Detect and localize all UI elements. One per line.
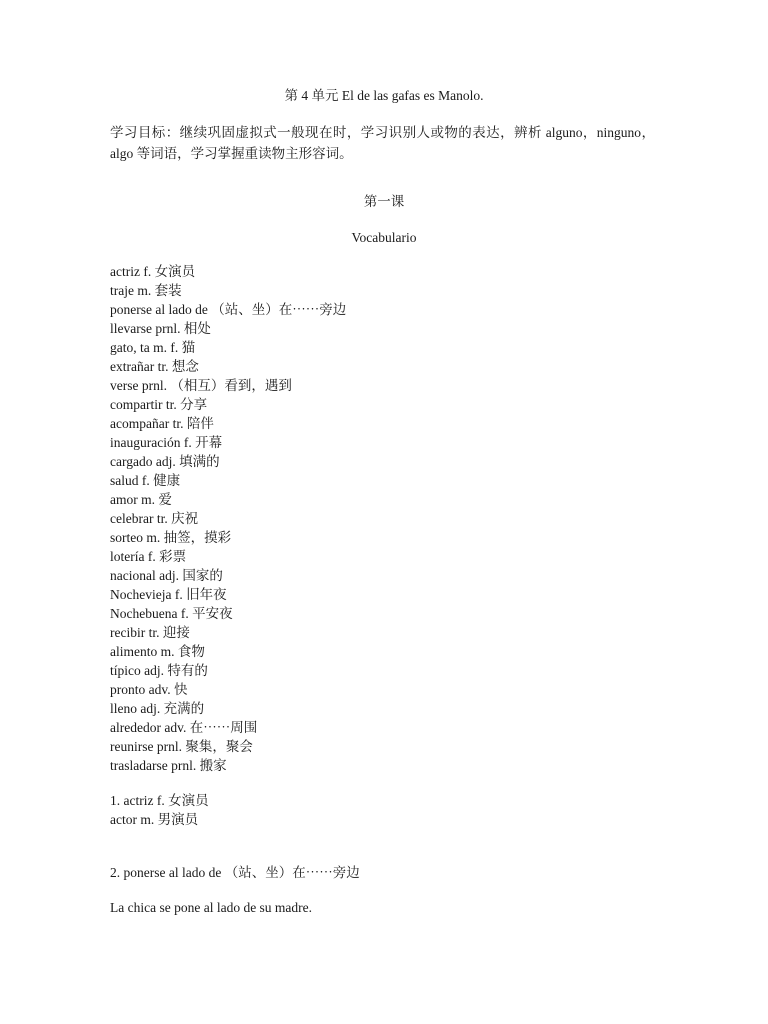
vocab-item: nacional adj. 国家的 [110, 568, 223, 583]
vocab-item: celebrar tr. 庆祝 [110, 511, 199, 526]
vocab-item: salud f. 健康 [110, 473, 181, 488]
example-sentence: La chica se pone al lado de su madre. [110, 900, 313, 915]
vocab-item: amor m. 爱 [110, 492, 172, 507]
vocab-item: pronto adv. 快 [110, 682, 188, 697]
vocabulary-list [110, 262, 346, 775]
vocab-item: recibir tr. 迎接 [110, 625, 190, 640]
vocab-item: extrañar tr. 想念 [110, 359, 199, 374]
note-line: 1. actriz f. 女演员 [110, 793, 209, 808]
vocab-item: ponerse al lado de （站、坐）在⋯⋯旁边 [110, 302, 347, 317]
vocabulary-heading: Vocabulario [351, 230, 417, 245]
note-line: actor m. 男演员 [110, 812, 199, 827]
vocab-item: acompañar tr. 陪伴 [110, 416, 214, 431]
vocab-item: traje m. 套装 [110, 283, 182, 298]
vocab-item: sorteo m. 抽签，摸彩 [110, 530, 232, 545]
vocab-item: compartir tr. 分享 [110, 397, 208, 412]
vocab-item: cargado adj. 填满的 [110, 454, 220, 469]
vocab-item: Nochevieja f. 旧年夜 [110, 587, 227, 602]
vocab-item: llevarse prnl. 相处 [110, 321, 211, 336]
vocab-item: típico adj. 特有的 [110, 663, 208, 678]
vocab-item: trasladarse prnl. 搬家 [110, 758, 227, 773]
note-actriz [110, 791, 209, 829]
vocab-item: inauguración f. 开幕 [110, 435, 223, 450]
vocab-item: gato, ta m. f. 猫 [110, 340, 196, 355]
vocab-item: alimento m. 食物 [110, 644, 205, 659]
vocab-item: alrededor adv. 在⋯⋯周围 [110, 720, 258, 735]
learning-objective: 学习目标：继续巩固虚拟式一般现在时，学习识别人或物的表达，辨析 alguno，ninguno，algo 等词语，学习掌握重读物主形容词。 [110, 125, 655, 161]
vocab-item: verse prnl. （相互）看到，遇到 [110, 378, 292, 393]
lesson-title: 第一课 [363, 194, 405, 209]
vocab-item: actriz f. 女演员 [110, 264, 196, 279]
vocab-item: lleno adj. 充满的 [110, 701, 205, 716]
note-ponerse: 2. ponerse al lado de （站、坐）在⋯⋯旁边 [110, 865, 360, 880]
vocab-item: lotería f. 彩票 [110, 549, 187, 564]
vocab-item: Nochebuena f. 平安夜 [110, 606, 233, 621]
unit-title: 第 4 单元 El de las gafas es Manolo. [284, 88, 484, 103]
vocab-item: reunirse prnl. 聚集，聚会 [110, 739, 253, 754]
